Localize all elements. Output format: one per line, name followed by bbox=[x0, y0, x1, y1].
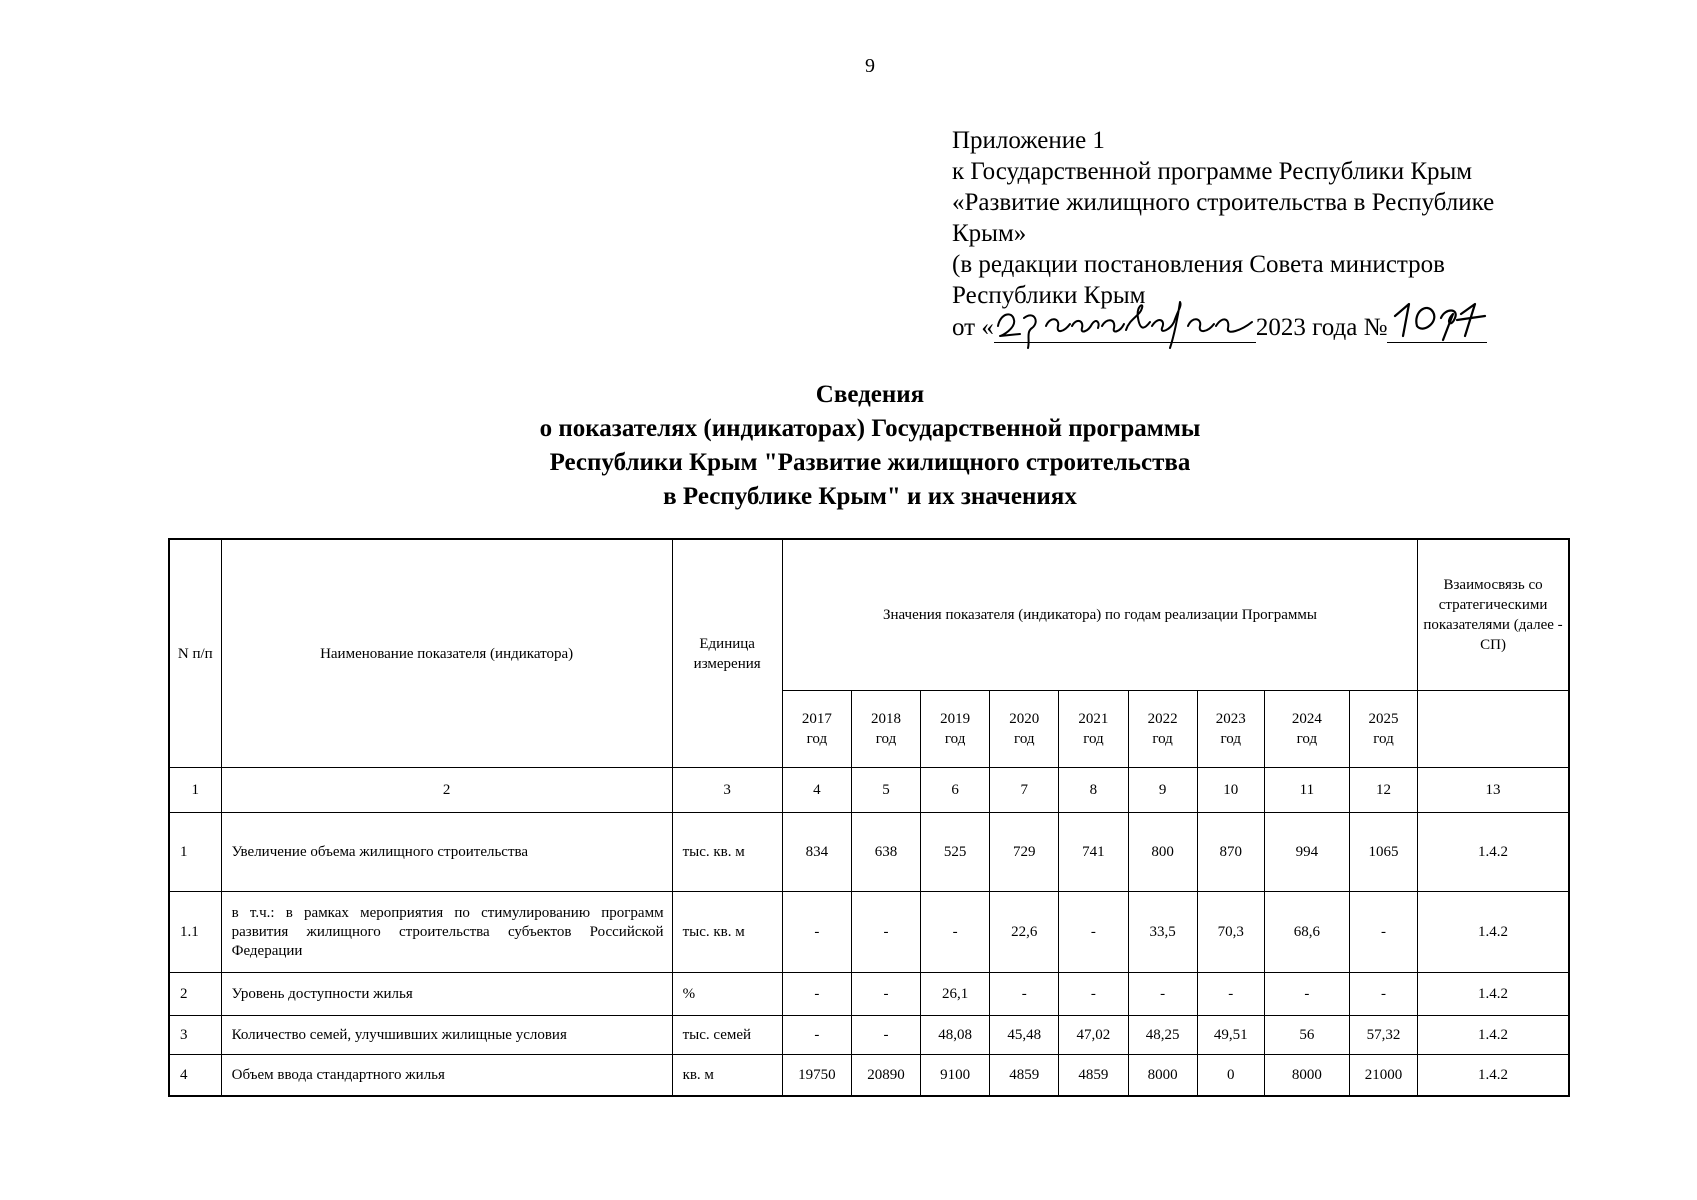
title-line: в Республике Крым" и их значениях bbox=[663, 483, 1077, 510]
header-year-suffix: год bbox=[806, 731, 828, 747]
row-value: 56 bbox=[1264, 1016, 1349, 1055]
column-number: 4 bbox=[782, 768, 851, 813]
table-row bbox=[169, 1055, 1569, 1097]
row-value: 729 bbox=[990, 813, 1059, 892]
header-year-suffix: год bbox=[1152, 731, 1173, 747]
row-name: Количество семей, улучшивших жилищные условия bbox=[221, 1016, 672, 1055]
row-value: 68,6 bbox=[1264, 892, 1349, 973]
header-year bbox=[1264, 691, 1349, 768]
row-value: 638 bbox=[851, 813, 920, 892]
date-prefix: от « bbox=[952, 314, 994, 341]
header-year-value: 2019 bbox=[940, 711, 971, 727]
handwritten-date bbox=[994, 311, 1256, 343]
header-year-value: 2025 bbox=[1368, 711, 1399, 727]
header-name: Наименование показателя (индикатора) bbox=[221, 539, 672, 768]
table-row bbox=[169, 973, 1569, 1016]
column-number: 10 bbox=[1197, 768, 1264, 813]
appendix-line: к Государственной программе Республики Крым bbox=[952, 158, 1473, 185]
header-values-group: Значения показателя (индикатора) по годам реализации Программы bbox=[782, 539, 1417, 691]
column-number: 11 bbox=[1264, 768, 1349, 813]
row-value: 33,5 bbox=[1128, 892, 1197, 973]
row-value: 22,6 bbox=[990, 892, 1059, 973]
row-relation: 1.4.2 bbox=[1418, 813, 1569, 892]
header-year bbox=[1197, 691, 1264, 768]
header-year-value: 2020 bbox=[1009, 711, 1040, 727]
header-year bbox=[782, 691, 851, 768]
handwritten-number-signature bbox=[1387, 296, 1487, 346]
row-num: 3 bbox=[169, 1016, 221, 1055]
row-unit: тыс. семей bbox=[672, 1016, 782, 1055]
row-num: 2 bbox=[169, 973, 221, 1016]
appendix-line: Приложение 1 bbox=[952, 127, 1105, 154]
table-header-row bbox=[169, 539, 1569, 691]
header-relation-empty bbox=[1418, 691, 1569, 768]
column-number: 2 bbox=[221, 768, 672, 813]
indicators-table bbox=[168, 538, 1570, 1097]
row-value: 8000 bbox=[1128, 1055, 1197, 1097]
appendix-block bbox=[952, 125, 1494, 343]
header-year bbox=[1128, 691, 1197, 768]
row-value: - bbox=[1059, 973, 1128, 1016]
row-value: 47,02 bbox=[1059, 1016, 1128, 1055]
header-year-suffix: год bbox=[1014, 731, 1035, 747]
title-line: Сведения bbox=[815, 381, 925, 408]
header-year-value: 2017 bbox=[801, 711, 832, 727]
column-number: 1 bbox=[169, 768, 221, 813]
appendix-line: (в редакции постановления Совета министров bbox=[952, 251, 1445, 278]
row-value: - bbox=[990, 973, 1059, 1016]
column-number: 9 bbox=[1128, 768, 1197, 813]
header-year bbox=[851, 691, 920, 768]
row-value: - bbox=[782, 892, 851, 973]
row-value: - bbox=[851, 973, 920, 1016]
header-year bbox=[921, 691, 990, 768]
handwritten-number bbox=[1387, 311, 1487, 343]
row-num: 4 bbox=[169, 1055, 221, 1097]
header-num: N п/п bbox=[169, 539, 221, 768]
column-number: 6 bbox=[921, 768, 990, 813]
row-value: - bbox=[1264, 973, 1349, 1016]
row-value: 21000 bbox=[1349, 1055, 1417, 1097]
row-relation: 1.4.2 bbox=[1418, 892, 1569, 973]
title-line: о показателях (индикаторах) Государственной программы bbox=[539, 415, 1201, 442]
row-value: - bbox=[782, 1016, 851, 1055]
header-year-value: 2024 bbox=[1291, 711, 1322, 727]
row-value: 48,25 bbox=[1128, 1016, 1197, 1055]
row-value: - bbox=[851, 892, 920, 973]
row-value: 8000 bbox=[1264, 1055, 1349, 1097]
header-year-suffix: год bbox=[1220, 731, 1241, 747]
column-number: 12 bbox=[1349, 768, 1417, 813]
row-unit: тыс. кв. м bbox=[672, 892, 782, 973]
row-value: 20890 bbox=[851, 1055, 920, 1097]
header-year bbox=[1349, 691, 1417, 768]
row-unit: кв. м bbox=[672, 1055, 782, 1097]
table-row bbox=[169, 892, 1569, 973]
column-number: 13 bbox=[1418, 768, 1569, 813]
header-year-suffix: год bbox=[875, 731, 897, 747]
header-unit: Единица измерения bbox=[672, 539, 782, 768]
row-value: - bbox=[921, 892, 990, 973]
row-relation: 1.4.2 bbox=[1418, 973, 1569, 1016]
header-year-suffix: год bbox=[1083, 731, 1104, 747]
header-year-suffix: год bbox=[944, 731, 966, 747]
title-line: Республики Крым "Развитие жилищного строительства bbox=[549, 449, 1191, 476]
row-value: - bbox=[782, 973, 851, 1016]
row-value: - bbox=[1197, 973, 1264, 1016]
row-value: 0 bbox=[1197, 1055, 1264, 1097]
row-value: 45,48 bbox=[990, 1016, 1059, 1055]
header-year-value: 2023 bbox=[1215, 711, 1246, 727]
row-value: 994 bbox=[1264, 813, 1349, 892]
row-value: - bbox=[1059, 892, 1128, 973]
header-year-suffix: год bbox=[1296, 731, 1318, 747]
table-row bbox=[169, 1016, 1569, 1055]
appendix-line: Республики Крым bbox=[952, 282, 1146, 309]
date-suffix: 2023 года № bbox=[1255, 314, 1388, 341]
document-title bbox=[0, 378, 1697, 514]
column-number: 5 bbox=[851, 768, 920, 813]
row-value: 48,08 bbox=[921, 1016, 990, 1055]
row-value: 49,51 bbox=[1197, 1016, 1264, 1055]
table-row bbox=[169, 813, 1569, 892]
row-value: 19750 bbox=[782, 1055, 851, 1097]
row-value: 26,1 bbox=[921, 973, 990, 1016]
row-value: 4859 bbox=[1059, 1055, 1128, 1097]
column-number: 8 bbox=[1059, 768, 1128, 813]
row-relation: 1.4.2 bbox=[1418, 1055, 1569, 1097]
header-year-value: 2022 bbox=[1147, 711, 1178, 727]
row-value: 70,3 bbox=[1197, 892, 1264, 973]
header-year bbox=[1059, 691, 1128, 768]
row-name: Увеличение объема жилищного строительства bbox=[221, 813, 672, 892]
row-value: 870 bbox=[1197, 813, 1264, 892]
row-value: 9100 bbox=[921, 1055, 990, 1097]
appendix-date-line bbox=[952, 311, 1494, 343]
row-value: 1065 bbox=[1349, 813, 1417, 892]
row-value: 834 bbox=[782, 813, 851, 892]
page-number: 9 bbox=[865, 55, 875, 77]
row-relation: 1.4.2 bbox=[1418, 1016, 1569, 1055]
header-year-value: 2021 bbox=[1078, 711, 1109, 727]
header-year-suffix: год bbox=[1373, 731, 1394, 747]
row-value: - bbox=[851, 1016, 920, 1055]
row-name: Уровень доступности жилья bbox=[221, 973, 672, 1016]
header-year-value: 2018 bbox=[871, 711, 901, 727]
row-name: Объем ввода стандартного жилья bbox=[221, 1055, 672, 1097]
row-value: - bbox=[1349, 973, 1417, 1016]
handwritten-date-signature bbox=[994, 296, 1256, 346]
row-name: в т.ч.: в рамках мероприятия по стимулированию программ развития жилищного строительства субъектов Российской Федерации bbox=[221, 892, 672, 973]
appendix-line: «Развитие жилищного строительства в Республике bbox=[952, 189, 1495, 216]
row-value: - bbox=[1349, 892, 1417, 973]
row-value: 741 bbox=[1059, 813, 1128, 892]
column-number: 7 bbox=[990, 768, 1059, 813]
row-unit: % bbox=[672, 973, 782, 1016]
row-value: 525 bbox=[921, 813, 990, 892]
appendix-line: Крым» bbox=[952, 220, 1027, 247]
header-relation: Взаимосвязь со стратегическими показателями (далее - СП) bbox=[1418, 539, 1569, 691]
row-value: - bbox=[1128, 973, 1197, 1016]
row-value: 4859 bbox=[990, 1055, 1059, 1097]
header-year bbox=[990, 691, 1059, 768]
row-value: 57,32 bbox=[1349, 1016, 1417, 1055]
table-column-numbers-row bbox=[169, 768, 1569, 813]
row-unit: тыс. кв. м bbox=[672, 813, 782, 892]
row-num: 1 bbox=[169, 813, 221, 892]
row-value: 800 bbox=[1128, 813, 1197, 892]
row-num: 1.1 bbox=[169, 892, 221, 973]
column-number: 3 bbox=[672, 768, 782, 813]
